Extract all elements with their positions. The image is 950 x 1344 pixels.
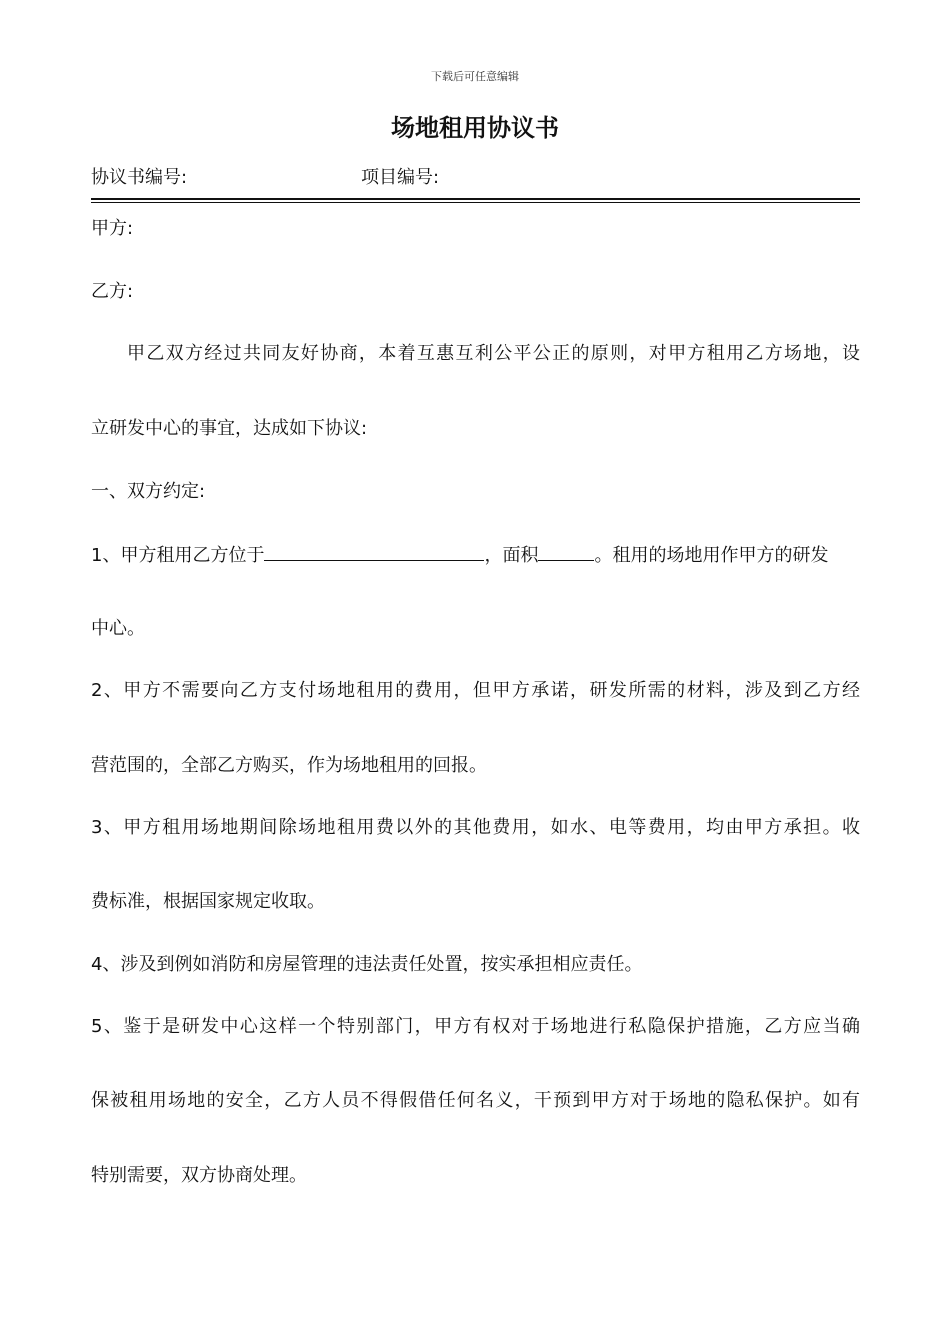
meta-line [91,163,861,191]
location-blank [264,540,484,561]
clause-1-prefix: 1、甲方租用乙方位于 [91,545,265,566]
agreement-number-label: 协议书编号: [91,167,188,188]
area-blank [538,540,594,561]
party-b-label: 乙方: [91,281,134,302]
clause-4-line-1: 4、涉及到例如消防和房屋管理的违法责任处置，按实承担相应责任。 [91,954,643,975]
intro-line-1: 甲乙双方经过共同友好协商，本着互惠互利公平公正的原则，对甲方租用乙方场地，设 [127,343,860,364]
clause-5-line-3: 特别需要，双方协商处理。 [91,1165,307,1186]
clause-3-line-2: 费标准，根据国家规定收取。 [91,891,325,912]
header-divider [91,198,860,203]
project-number-label: 项目编号: [361,167,440,188]
clause-3-line-1: 3、甲方租用场地期间除场地租用费以外的其他费用，如水、电等费用，均由甲方承担。收 [91,817,860,838]
clause-5-line-2: 保被租用场地的安全，乙方人员不得假借任何名义，干预到甲方对于场地的隐私保护。如有 [91,1090,860,1111]
clause-1-mid: ，面积 [484,545,539,566]
clause-1-line-2: 中心。 [91,618,145,639]
clause-1-suffix: 。租用的场地用作甲方的研发 [594,545,829,566]
clause-2-line-2: 营范围的，全部乙方购买，作为场地租用的回报。 [91,755,487,776]
clause-5-line-1: 5、鉴于是研发中心这样一个特别部门，甲方有权对于场地进行私隐保护措施，乙方应当确 [91,1016,860,1037]
document-title: 场地租用协议书 [391,114,559,142]
header-note: 下载后可任意编辑 [431,70,519,83]
party-a-label: 甲方: [91,218,134,239]
intro-line-2: 立研发中心的事宜，达成如下协议: [91,418,368,439]
clause-2-line-1: 2、甲方不需要向乙方支付场地租用的费用，但甲方承诺，研发所需的材料，涉及到乙方经 [91,680,860,701]
section-1-heading: 一、双方约定: [91,481,206,502]
clause-1-line-1 [91,540,860,570]
